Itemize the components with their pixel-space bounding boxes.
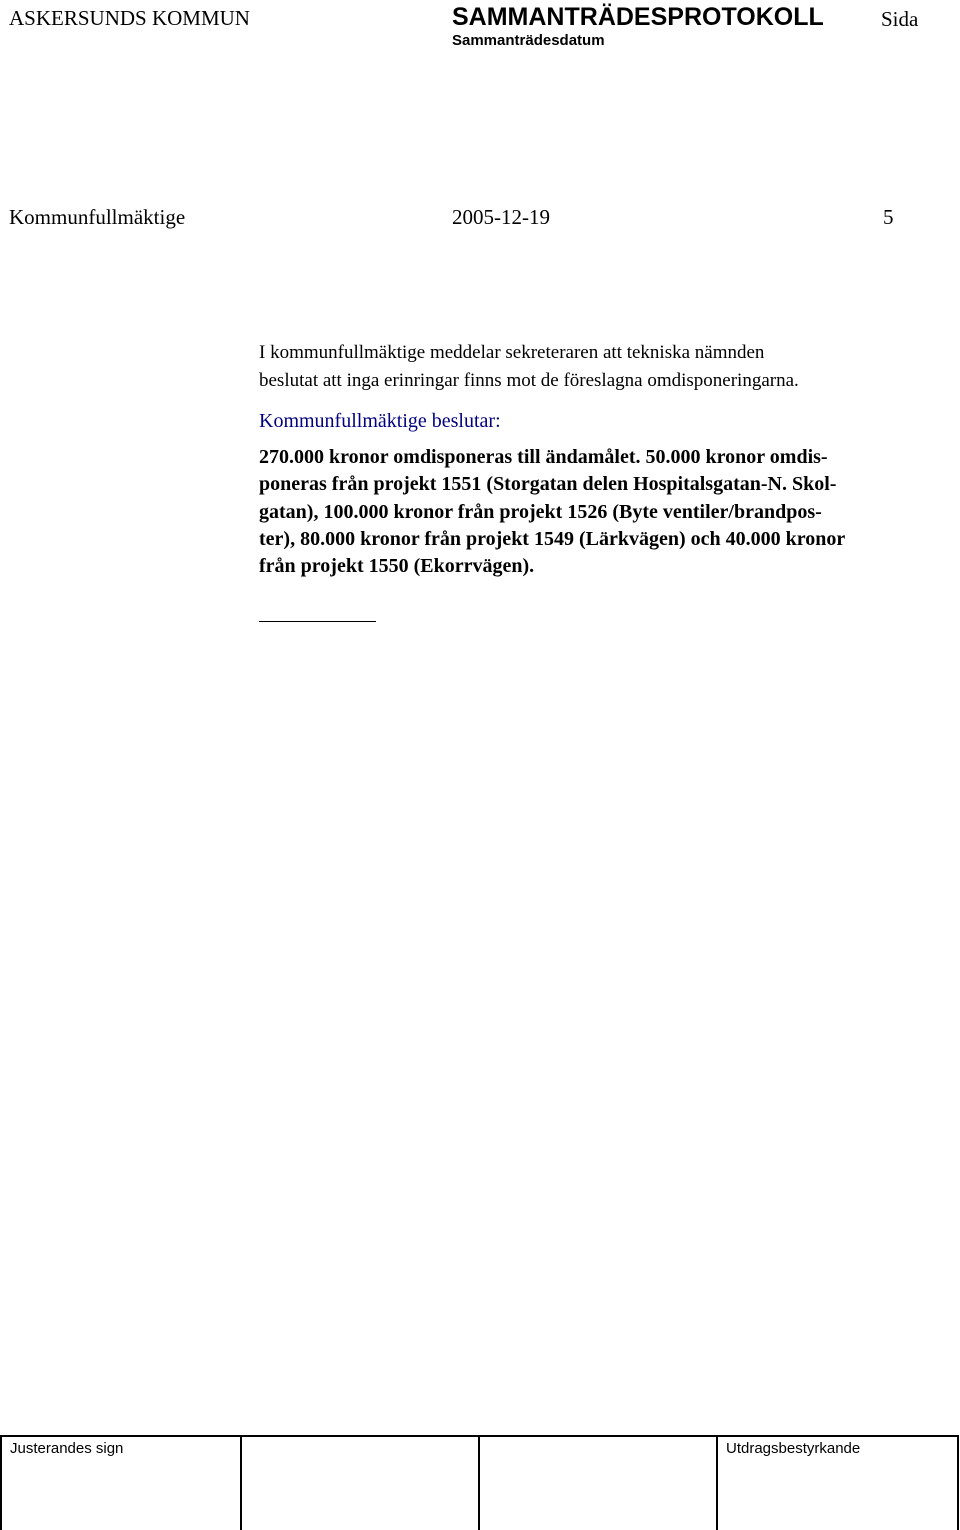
decision-line: 270.000 kronor omdisponeras till ändamålet. 50.000 kronor omdis-: [259, 446, 828, 468]
org-name: ASKERSUNDS KOMMUN: [9, 6, 250, 30]
meeting-body: Kommunfullmäktige: [9, 205, 186, 229]
document-title: SAMMANTRÄDESPROTOKOLL: [452, 3, 824, 31]
sign-label: Justerandes sign: [10, 1440, 124, 1457]
page-label: Sida: [881, 7, 919, 31]
decision-line: ter), 80.000 kronor från projekt 1549 (Lärkvägen) och 40.000 kronor: [259, 527, 846, 550]
certificate-label: Utdragsbestyrkande: [726, 1440, 861, 1457]
intro-paragraph: [259, 339, 954, 394]
page-number: 5: [883, 205, 894, 229]
footer-cell-empty: [480, 1437, 718, 1530]
meeting-date: 2005-12-19: [452, 205, 550, 229]
decision-paragraph: [259, 444, 954, 580]
intro-line: beslutat att inga erinringar finns mot de föreslagna omdisponeringarna.: [259, 369, 799, 391]
intro-line: I kommunfullmäktige meddelar sekreteraren att tekniska nämnden: [259, 342, 765, 363]
footer-cell-sign: [0, 1437, 242, 1530]
signature-footer: [0, 1435, 959, 1530]
decision-line: från projekt 1550 (Ekorrvägen).: [259, 555, 535, 578]
footer-cell-certificate: [718, 1437, 959, 1530]
decision-heading: Kommunfullmäktige beslutar:: [259, 410, 501, 432]
decision-line: poneras från projekt 1551 (Storgatan delen Hospitalsgatan-N. Skol-: [259, 473, 837, 496]
decision-line: gatan), 100.000 kronor från projekt 1526 (Byte ventiler/brandpos-: [259, 500, 822, 523]
footer-cell-empty: [242, 1437, 480, 1530]
end-rule: [259, 621, 376, 622]
date-label: Sammanträdesdatum: [452, 32, 605, 49]
main-content: [259, 339, 954, 580]
